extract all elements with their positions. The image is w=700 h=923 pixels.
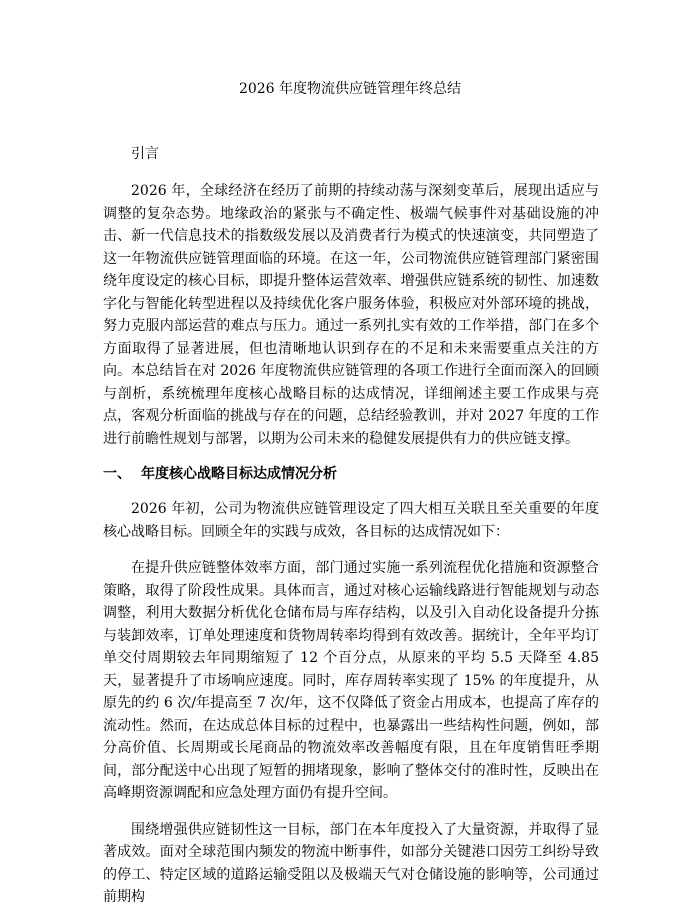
section-1-paragraph-2: 在提升供应链整体效率方面，部门通过实施一系列流程优化措施和资源整合策略，取得了阶段性成果。具体而言，通过对核心运输线路进行智能规划与动态调整，利用大数据分析优化仓储布局与库存结构，以及引入自动化设备提升分拣与装卸效率，订单处理速度和货物周转率均得到有效改善。据统计，全年平均订单交付周期较去年同期缩短了 12 个百分点，从原来的平均 5.5 天降至 4.85 天，显著提升了市场响应速度。同时，库存周转率实现了 15% 的年度提升，从原先的约 6 次/年提高至 7 次/年，这不仅降低了资金占用成本，也提高了库存的流动性。然而，在达成总体目标的过程中，也暴露出一些结构性问题，例如，部分高价值、长周期或长尾商品的物流效率改善幅度有限，且在年度销售旺季期间，部分配送中心出现了短暂的拥堵现象，影响了整体交付的准时性，反映出在高峰期资源调配和应急处理方面仍有提升空间。 xyxy=(103,560,599,801)
section-1-number: 一、 xyxy=(103,466,131,482)
document-title: 2026 年度物流供应链管理年终总结 xyxy=(238,81,462,97)
section-1-title: 年度核心战略目标达成情况分析 xyxy=(141,466,337,482)
section-1-paragraph-1: 2026 年初，公司为物流供应链管理设定了四大相互关联且至关重要的年度核心战略目标。回顾全年的实践与成效，各目标的达成情况如下： xyxy=(103,501,599,540)
document-body xyxy=(103,140,599,923)
section-1-heading xyxy=(103,464,599,484)
intro-paragraph: 2026 年，全球经济在经历了前期的持续动荡与深刻变革后，展现出适应与调整的复杂态势。地缘政治的紧张与不确定性、极端气候事件对基础设施的冲击、新一代信息技术的指数级发展以及消费者行为模式的快速演变，共同塑造了这一年物流供应链管理面临的环境。在这一年，公司物流供应链管理部门紧密围绕年度设定的核心目标，即提升整体运营效率、增强供应链系统的韧性、加速数字化与智能化转型进程以及持续优化客户服务体验，积极应对外部环境的挑战，努力克服内部运营的难点与压力。通过一系列扎实有效的工作举措，部门在多个方面取得了显著进展，但也清晰地认识到存在的不足和未来需要重点关注的方向。本总结旨在对 2026 年度物流供应链管理的各项工作进行全面而深入的回顾与剖析，系统梳理年度核心战略目标的达成情况，详细阐述主要工作成果与亮点，客观分析面临的挑战与存在的问题，总结经验教训，并对 2027 年度的工作进行前瞻性规划与部署，以期为公司未来的稳健发展提供有力的供应链支撑。 xyxy=(103,183,599,447)
section-1-paragraph-3: 围绕增强供应链韧性这一目标，部门在本年度投入了大量资源，并取得了显著成效。面对全球范围内频发的物流中断事件，如部分关键港口因劳工纠纷导致的停工、特定区域的道路运输受阻以及极端天气对仓储设施的影响等，公司通过前期构 xyxy=(103,821,599,905)
intro-heading: 引言 xyxy=(131,146,159,162)
